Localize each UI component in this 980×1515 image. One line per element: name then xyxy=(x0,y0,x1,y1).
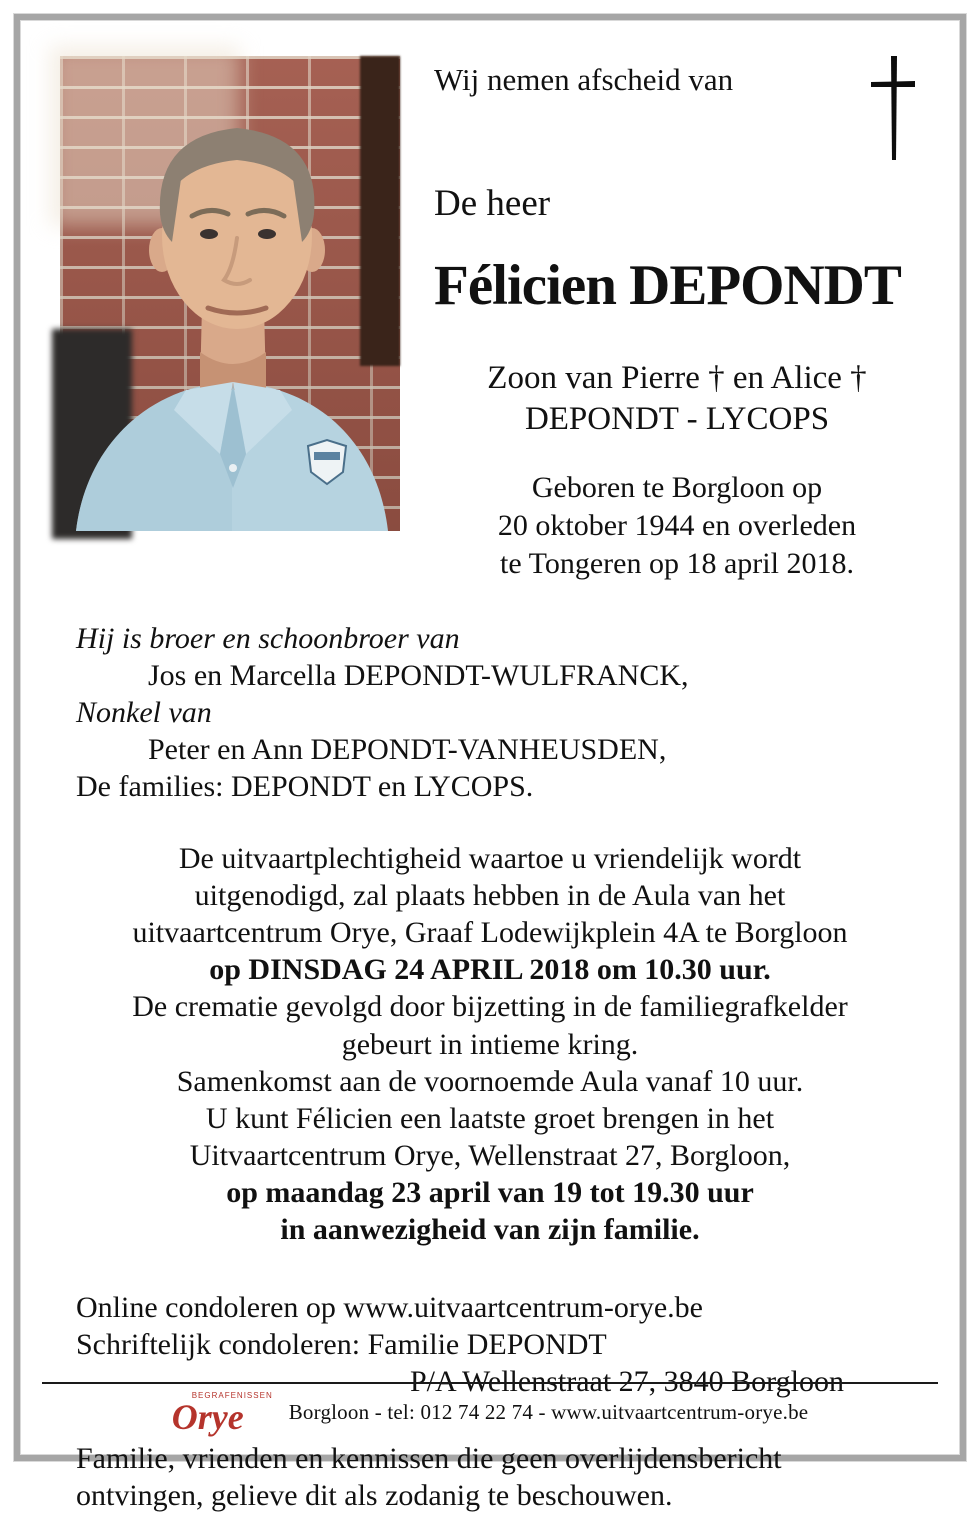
service-line: gebeurt in intieme kring. xyxy=(341,1027,639,1061)
deceased-name: Félicien DEPONDT xyxy=(434,254,901,317)
lineage-block xyxy=(434,358,920,441)
orye-logo xyxy=(171,1390,273,1437)
service-line: De uitvaartplechtigheid waartoe u vriendelijk wordt xyxy=(178,841,802,875)
service-line: uitgenodigd, zal plaats hebben in de Aula van het xyxy=(194,878,786,912)
life-line: 20 oktober 1944 en overleden xyxy=(497,508,857,542)
cross-icon xyxy=(866,56,920,160)
portrait-man-illustration xyxy=(60,56,400,531)
families-line: De families: DEPONDT en LYCOPS. xyxy=(76,770,534,804)
footer-contact-text: Borgloon - tel: 012 74 22 74 - www.uitvaartcentrum-orye.be xyxy=(288,1399,809,1424)
intro-text: Wij nemen afscheid van xyxy=(434,62,734,97)
condolence-address-line: P/A Wellenstraat 27, 3840 Borgloon xyxy=(410,1365,844,1399)
relation-line: Nonkel van xyxy=(76,696,212,730)
lineage-line: Zoon van Pierre † en Alice † xyxy=(487,360,867,396)
footer xyxy=(42,1382,938,1437)
logo-small-text: BEGRAFENISSEN xyxy=(191,1390,273,1400)
service-date-line: op DINSDAG 24 APRIL 2018 om 10.30 uur. xyxy=(209,953,771,987)
logo-name-text: Orye xyxy=(171,1396,244,1437)
birth-death-block xyxy=(434,469,920,584)
service-line: U kunt Félicien een laatste groet brengen in het xyxy=(205,1101,775,1135)
relation-line: Hij is broer en schoonbroer van xyxy=(76,621,460,655)
family-section xyxy=(60,620,920,806)
service-section xyxy=(60,840,920,1249)
service-line: Samenkomst aan de voornoemde Aula vanaf 10 uur. xyxy=(176,1064,804,1098)
header-section xyxy=(60,56,920,584)
visitation-date-line: op maandag 23 april van 19 tot 19.30 uur xyxy=(226,1176,754,1210)
life-line: Geboren te Borgloon op xyxy=(531,470,823,504)
lineage-line: DEPONDT - LYCOPS xyxy=(524,401,830,438)
closing-line: Familie, vrienden en kennissen die geen overlijdensbericht xyxy=(76,1442,782,1476)
life-line: te Tongeren op 18 april 2018. xyxy=(500,547,854,581)
closing-line: ontvingen, gelieve dit als zodanig te beschouwen. xyxy=(76,1479,673,1513)
card-frame xyxy=(14,14,966,1513)
written-condolence-line: Schriftelijk condoleren: Familie DEPONDT xyxy=(76,1327,607,1361)
service-line: Uitvaartcentrum Orye, Wellenstraat 27, Borgloon, xyxy=(189,1139,791,1173)
closing-section xyxy=(60,1440,920,1514)
service-line: uitvaartcentrum Orye, Graaf Lodewijkplein 4A te Borgloon xyxy=(132,915,848,949)
portrait-photo xyxy=(60,56,400,531)
salutation-text: De heer xyxy=(434,183,551,224)
online-condolence-line: Online condoleren op www.uitvaartcentrum-orye.be xyxy=(76,1290,703,1324)
service-line: De crematie gevolgd door bijzetting in de familiegrafkelder xyxy=(132,990,848,1024)
family-names: Jos en Marcella DEPONDT-WULFRANCK, xyxy=(148,658,689,692)
visitation-family-line: in aanwezigheid van zijn familie. xyxy=(280,1213,700,1247)
family-names: Peter en Ann DEPONDT-VANHEUSDEN, xyxy=(148,733,667,767)
